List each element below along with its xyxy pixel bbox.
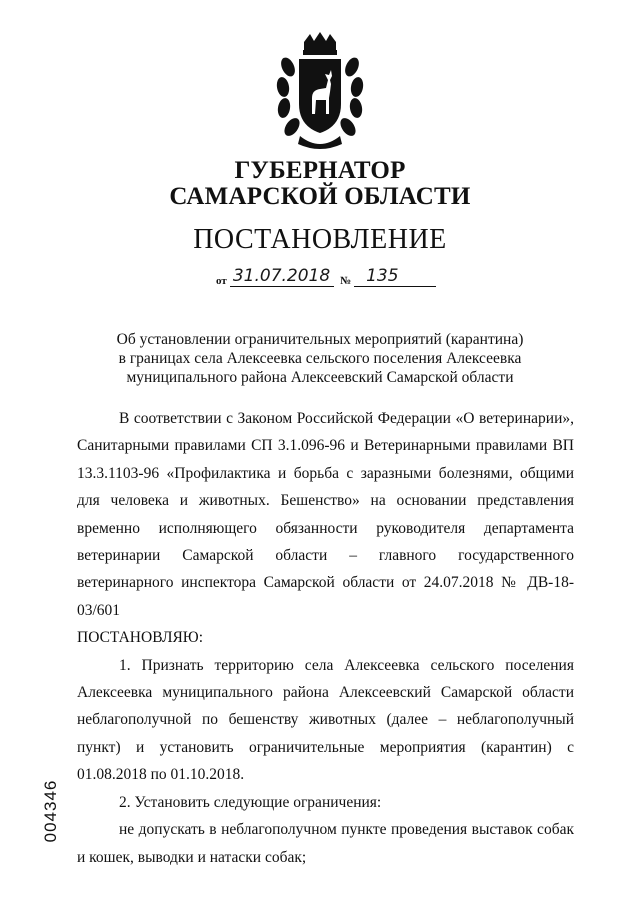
side-serial-number-text: 004346 xyxy=(41,779,60,843)
side-serial-number xyxy=(36,776,66,856)
document-body xyxy=(77,405,574,871)
samara-coat-of-arms-icon xyxy=(270,32,370,154)
document-subject xyxy=(0,330,640,387)
header-title-line1: ГУБЕРНАТОР xyxy=(234,157,406,184)
item-2-paragraph: 2. Установить следующие ограничения: xyxy=(119,793,382,811)
date-prefix: от xyxy=(216,275,227,287)
subject-line: Об установлении ограничительных мероприятий (карантина) xyxy=(116,331,524,348)
number-prefix: № xyxy=(340,275,352,287)
document-date: 31.07.2018 xyxy=(230,266,334,287)
header-title-line2: САМАРСКОЙ ОБЛАСТИ xyxy=(169,183,471,210)
item-2-sub-1-paragraph: не допускать в неблагополучном пункте проведения выставок собак и кошек, выводки и натаски собак; xyxy=(77,821,574,866)
subject-line: в границах села Алексеевка сельского поселения Алексеевка xyxy=(118,350,522,367)
decree-word: ПОСТАНОВЛЯЮ: xyxy=(77,629,204,647)
document-reference xyxy=(216,266,436,288)
document-type-title: ПОСТАНОВЛЕНИЕ xyxy=(193,224,447,255)
subject-line: муниципального района Алексеевский Самарской области xyxy=(126,369,514,386)
preamble-paragraph: В соответствии с Законом Российской Федерации «О ветеринарии», Санитарными правилами СП 3.1.096-96 и Ветеринарными правилами ВП 13.3.1103-96 «Профилактика и борьба с заразными болезнями, общими для человека и животных. Бешенство» на основании представления временно исполняющего обязанности руководителя департамента ветеринарии Самарской области – главного государственного ветеринарного инспектора Самарской области от 24.07.2018 № ДВ-18-03/601 xyxy=(77,410,574,619)
document-number: 135 xyxy=(354,266,436,287)
item-1-paragraph: 1. Признать территорию села Алексеевка сельского поселения Алексеевка муниципального района Алексеевский Самарской области неблагополучной по бешенству животных (далее – неблагополучный пункт) и установить ограничительные мероприятия (карантин) с 01.08.2018 по 01.10.2018. xyxy=(77,656,574,784)
